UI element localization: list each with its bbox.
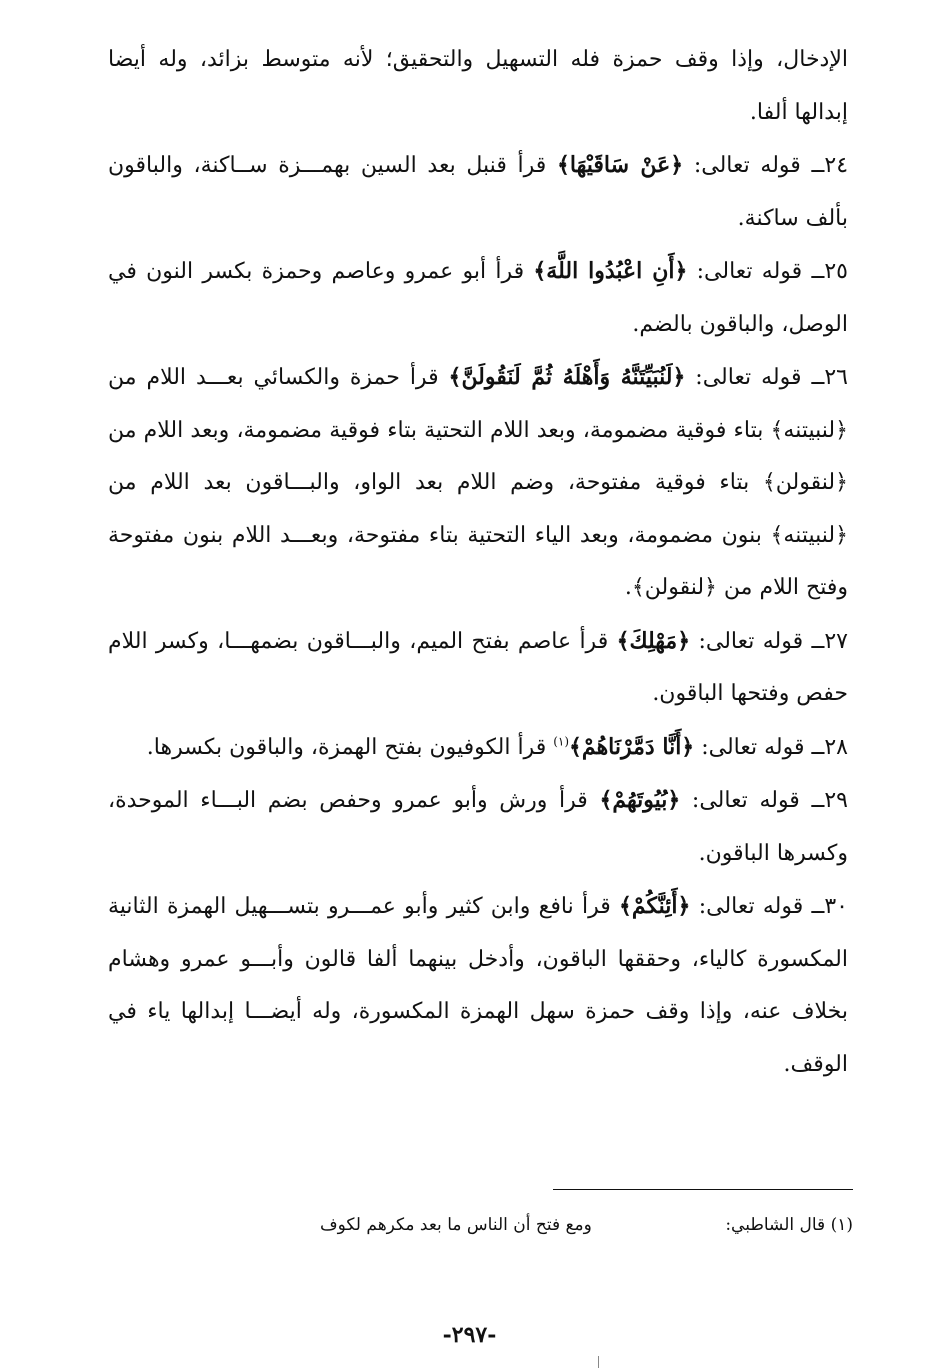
quran-quote: ﴿أَنِ اعْبُدُوا اللَّهَ﴾: [533, 258, 688, 284]
quran-quote: ﴿لَنُبَيِّتَنَّهُ وَأَهْلَهُ ثُمَّ لَنَقُولَنَّ﴾: [448, 364, 686, 390]
footnote-separator: [553, 1189, 853, 1190]
paragraph: [108, 139, 848, 245]
paragraph-text: الإدخال، وإذا وقف حمزة فله التسهيل والتحقيق؛ لأنه متوسط بزائد، وله أيضا إبدالها ألفا.: [108, 47, 848, 125]
footnote-marker: (١): [553, 734, 570, 749]
footnote-label: (١) قال الشاطبي:: [725, 1215, 853, 1235]
paragraph-text: قرأ قنبل بعد السين بهمـــزة ســاكنة، والباقون بألف ساكنة.: [108, 153, 848, 231]
paragraph-text: قرأ نافع وابن كثير وأبو عمـــرو بتســـهيل الهمزة الثانية المكسورة كالياء، وحققها الباقون، وأدخل بينهما ألفا قالون وأبـــو عمرو وهشام بخلاف عنه، وإذا وقف حمزة سهل الهمزة المكسورة، وله أيضـــا إبدالها ياء في الوقف.: [108, 894, 848, 1077]
paragraph-text: ٢٩ــ قوله تعالى:: [680, 788, 848, 813]
paragraph: [108, 774, 848, 880]
paragraph-text: ٢٨ــ قوله تعالى:: [694, 734, 848, 760]
paragraph-text: قرأ أبو عمرو وعاصم وحمزة بكسر النون في الوصل، والباقون بالضم.: [108, 259, 848, 337]
paragraph-text: قرأ عاصم بفتح الميم، والبـــاقون بضمهـــا، وكسر اللام حفص وفتحها الباقون.: [108, 628, 848, 706]
paragraph-text: ٢٥ــ قوله تعالى:: [687, 259, 848, 284]
paragraph-text: ٢٦ــ قوله تعالى:: [685, 365, 848, 390]
paragraph-text: ٢٧ــ قوله تعالى:: [690, 628, 848, 654]
paragraph-text: قرأ حمزة والكسائي بعـــد اللام من ﴿لنبيتنه﴾ بتاء فوقية مضمومة، وبعد اللام التحتية بتاء فوقية مضمومة، وبعد اللام من ﴿لنقولن﴾ بتاء فوقية مفتوحة، وضم اللام بعد الواو، والبـــاقون بعد اللام من ﴿لنبيتنه﴾ بنون مضمومة، وبعد الياء التحتية بتاء مفتوحة، وبعـــد اللام بنون مفتوحة وفتح اللام من ﴿لنقولن﴾.: [108, 365, 848, 600]
paragraph-text: قرأ ورش وأبو عمرو وحفص بضم البـــاء الموحدة، وكسرها الباقون.: [108, 788, 848, 866]
quran-quote: ﴿مَهْلِكَ﴾: [616, 627, 691, 654]
paragraph: [108, 615, 848, 721]
paragraph-text: قرأ الكوفيون بفتح الهمزة، والباقون بكسرها.: [146, 734, 554, 760]
paragraph: [108, 721, 848, 775]
footnote: [300, 1210, 853, 1240]
paragraph: [108, 34, 848, 139]
quran-quote: ﴿بُيُوتَهُمْ﴾: [599, 787, 681, 813]
paragraph-text: ٢٤ــ قوله تعالى:: [683, 153, 849, 178]
main-text: [108, 34, 848, 1091]
quran-quote: ﴿عَنْ سَاقَيْهَا﴾: [556, 152, 684, 178]
page-number: -٢٩٧-: [442, 1322, 497, 1348]
quran-quote: ﴿أَنَّا دَمَّرْنَاهُمْ﴾: [569, 733, 695, 760]
scan-edge-mark: [598, 1356, 599, 1368]
paragraph: [108, 245, 848, 351]
quran-quote: ﴿أَئِنَّكُمْ﴾: [618, 893, 691, 919]
footnote-verse: ومع فتح أن الناس ما بعد مكرهم لكوف: [320, 1215, 592, 1235]
paragraph-text: ٣٠ــ قوله تعالى:: [690, 894, 848, 919]
paragraph: [108, 880, 848, 1091]
paragraph: [108, 351, 848, 615]
